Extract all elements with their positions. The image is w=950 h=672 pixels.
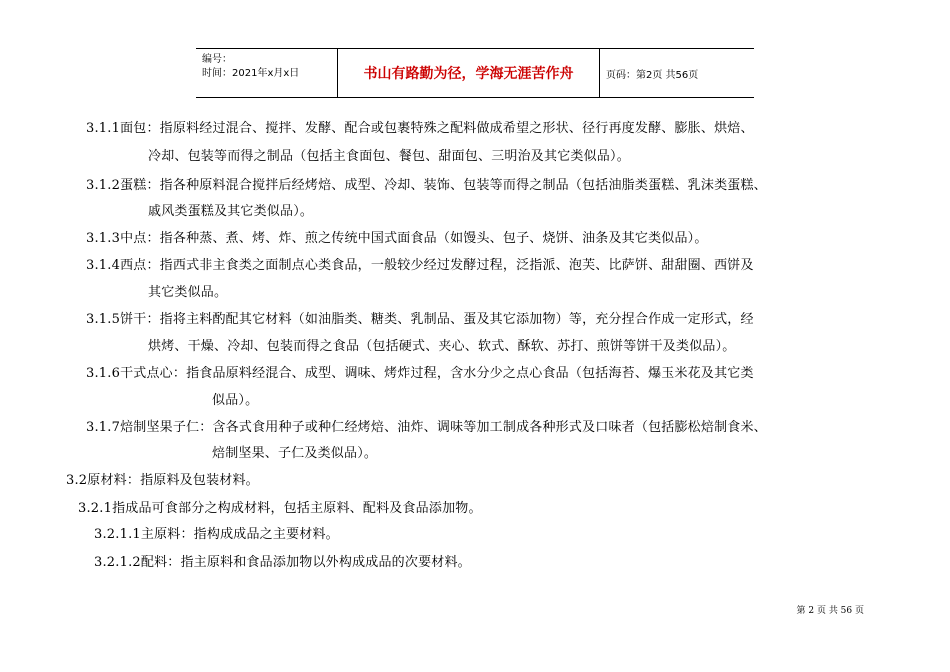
text-line: 3.2.1.1主原料：指构成成品之主要材料。 [94,527,339,542]
header-time: 时间：2021年x月x日 [202,68,300,79]
text-line: 3.1.7焙制坚果子仁：含各式食用种子或种仁经烤焙、油炸、调味等加工制成各种形式及口味者（包括膨松焙制食米、 [86,420,767,435]
text-line: 3.1.4西点：指西式非主食类之面制点心类食品，一般较少经过发酵过程，泛指派、泡芙、比萨饼、甜甜圈、西饼及 [86,258,754,273]
text-line: 3.2.1指成品可食部分之构成材料，包括主原料、配料及食品添加物。 [78,501,482,516]
header-number: 编号： [202,54,232,65]
text-line: 3.2.1.2配料：指主原料和食品添加物以外构成成品的次要材料。 [94,555,471,570]
text-line: 烘烤、干燥、冷却、包装而得之食品（包括硬式、夹心、软式、酥软、苏打、煎饼等饼干及类似品）。 [148,339,736,354]
text-line: 焙制坚果、子仁及类似品）。 [212,446,378,461]
text-line: 3.1.3中点：指各种蒸、煮、烤、炸、煎之传统中国式面食品（如馒头、包子、烧饼、油条及其它类似品）。 [86,231,708,246]
text-line: 3.1.6干式点心：指食品原料经混合、成型、调味、烤炸过程，含水分少之点心食品（包括海苔、爆玉米花及其它类 [86,366,754,381]
page-header [196,48,754,98]
text-line: 3.1.1面包：指原料经过混合、搅拌、发酵、配合或包裹特殊之配料做成希望之形状、径行再度发酵、膨胀、烘焙、 [86,121,754,136]
text-line: 3.1.2蛋糕：指各种原料混合搅拌后经烤焙、成型、冷却、装饰、包装等而得之制品（包括油脂类蛋糕、乳沫类蛋糕、 [86,178,767,193]
page-footer: 第 2 页 共 56 页 [796,606,864,616]
header-motto: 书山有路勤为径，学海无涯苦作舟 [338,49,600,97]
header-meta [196,49,338,97]
text-line: 似品）。 [212,393,259,408]
text-line: 3.2原材料：指原料及包装材料。 [66,473,259,488]
header-page: 页码：第2页 共56页 [606,69,699,81]
text-line: 戚风类蛋糕及其它类似品）。 [148,204,314,219]
text-line: 其它类似品。 [148,285,228,300]
text-line: 3.1.5饼干：指将主料酌配其它材料（如油脂类、糖类、乳制品、蛋及其它添加物）等，充分捏合作成一定形式，经 [86,312,754,327]
text-line: 冷却、包装等而得之制品（包括主食面包、餐包、甜面包、三明治及其它类似品）。 [148,149,630,164]
